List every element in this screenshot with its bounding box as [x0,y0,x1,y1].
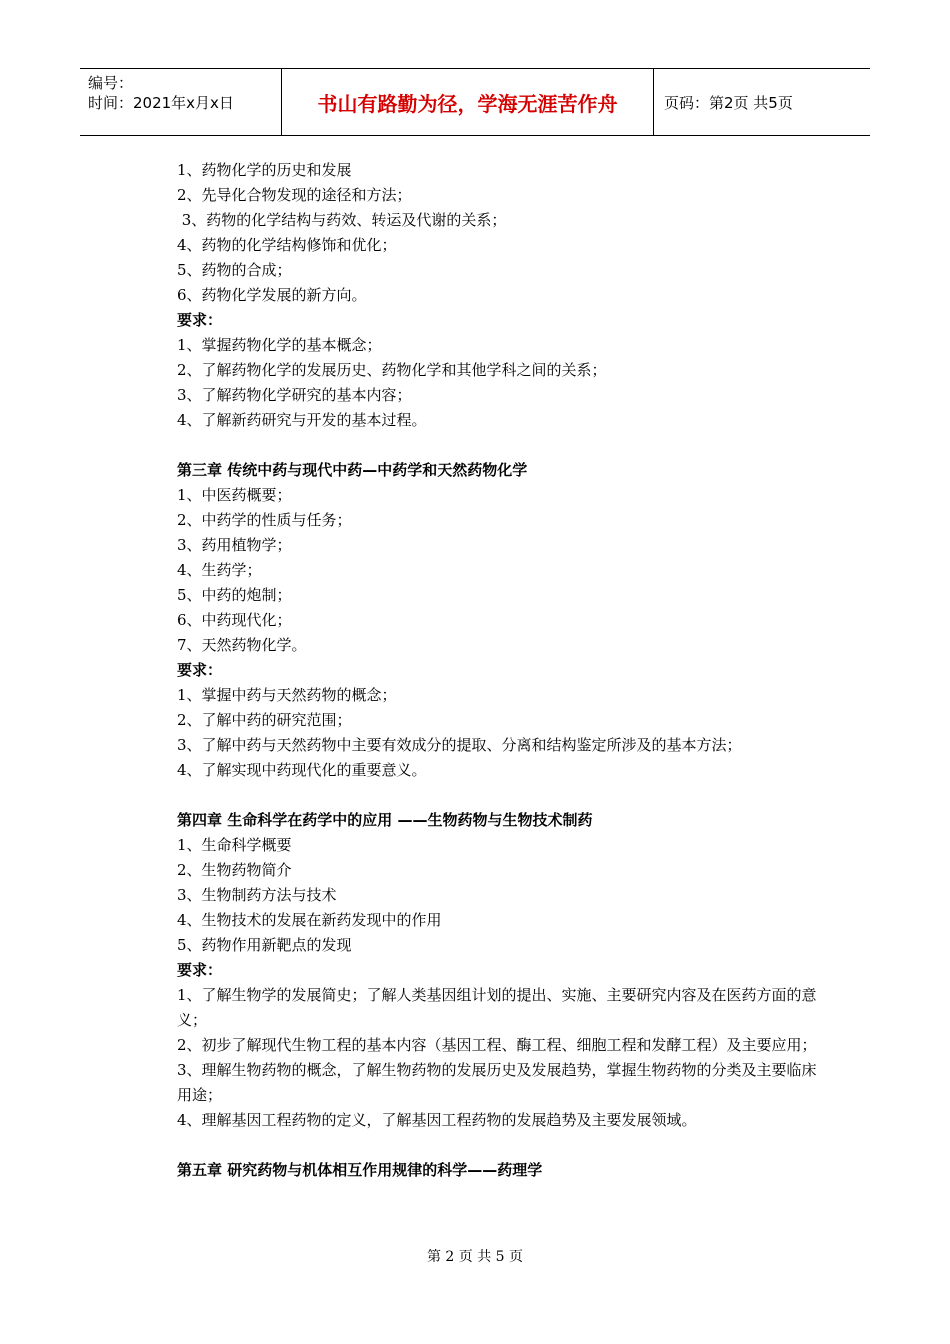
requirement-item: 4、理解基因工程药物的定义，了解基因工程药物的发展趋势及主要发展领域。 [177,1111,697,1129]
requirements-label: 要求： [177,961,223,979]
list-item: 4、生药学； [177,561,262,579]
requirement-item: 2、了解药物化学的发展历史、药物化学和其他学科之间的关系； [177,361,607,379]
date-label: 时间：2021年x月x日 [88,94,234,112]
header-page-info: 页码：第2页 共5页 [664,93,793,112]
requirement-item: 3、理解生物药物的概念，了解生物药物的发展历史及发展趋势，掌握生物药物的分类及主要临床用途； [177,1061,817,1104]
list-item: 4、药物的化学结构修饰和优化； [177,236,397,254]
header-slogan: 书山有路勤为径，学海无涯苦作舟 [282,69,654,135]
requirement-item: 1、掌握中药与天然药物的概念； [177,686,397,704]
chapter-5-title: 第五章 研究药物与机体相互作用规律的科学——药理学 [177,1161,543,1179]
requirement-item: 1、掌握药物化学的基本概念； [177,336,382,354]
header-meta [80,69,282,135]
list-item: 2、中药学的性质与任务； [177,511,352,529]
chapter-3-title: 第三章 传统中药与现代中药—中药学和天然药物化学 [177,461,528,479]
list-item: 1、药物化学的历史和发展 [177,161,352,179]
list-item: 1、生命科学概要 [177,836,292,854]
list-item: 2、先导化合物发现的途径和方法； [177,186,412,204]
requirements-label: 要求： [177,661,223,679]
list-item: 3、生物制药方法与技术 [177,886,337,904]
number-label: 编号： [88,74,134,92]
requirement-item: 2、了解中药的研究范围； [177,711,352,729]
requirements-label: 要求： [177,311,223,329]
list-item: 5、中药的炮制； [177,586,292,604]
list-item: 6、中药现代化； [177,611,292,629]
requirement-item: 4、了解实现中药现代化的重要意义。 [177,761,427,779]
list-item: 2、生物药物简介 [177,861,292,879]
requirement-item: 3、了解药物化学研究的基本内容； [177,386,412,404]
requirement-item: 4、了解新药研究与开发的基本过程。 [177,411,427,429]
list-item: 1、中医药概要； [177,486,292,504]
list-item: 5、药物的合成； [177,261,292,279]
chapter-4-title: 第四章 生命科学在药学中的应用 ——生物药物与生物技术制药 [177,811,593,829]
requirement-item: 1、了解生物学的发展简史；了解人类基因组计划的提出、实施、主要研究内容及在医药方面的意义； [177,986,817,1029]
requirement-item: 2、初步了解现代生物工程的基本内容（基因工程、酶工程、细胞工程和发酵工程）及主要应用； [177,1036,817,1054]
list-item: 4、生物技术的发展在新药发现中的作用 [177,911,442,929]
list-item: 5、药物作用新靶点的发现 [177,936,352,954]
list-item: 3、药物的化学结构与药效、转运及代谢的关系； [177,211,507,229]
page-footer: 第 2 页 共 5 页 [426,1249,524,1265]
requirement-item: 3、了解中药与天然药物中主要有效成分的提取、分离和结构鉴定所涉及的基本方法； [177,736,742,754]
list-item: 7、天然药物化学。 [177,636,307,654]
page-header [80,68,870,136]
document-body [177,158,817,1183]
list-item: 6、药物化学发展的新方向。 [177,286,367,304]
list-item: 3、药用植物学； [177,536,292,554]
